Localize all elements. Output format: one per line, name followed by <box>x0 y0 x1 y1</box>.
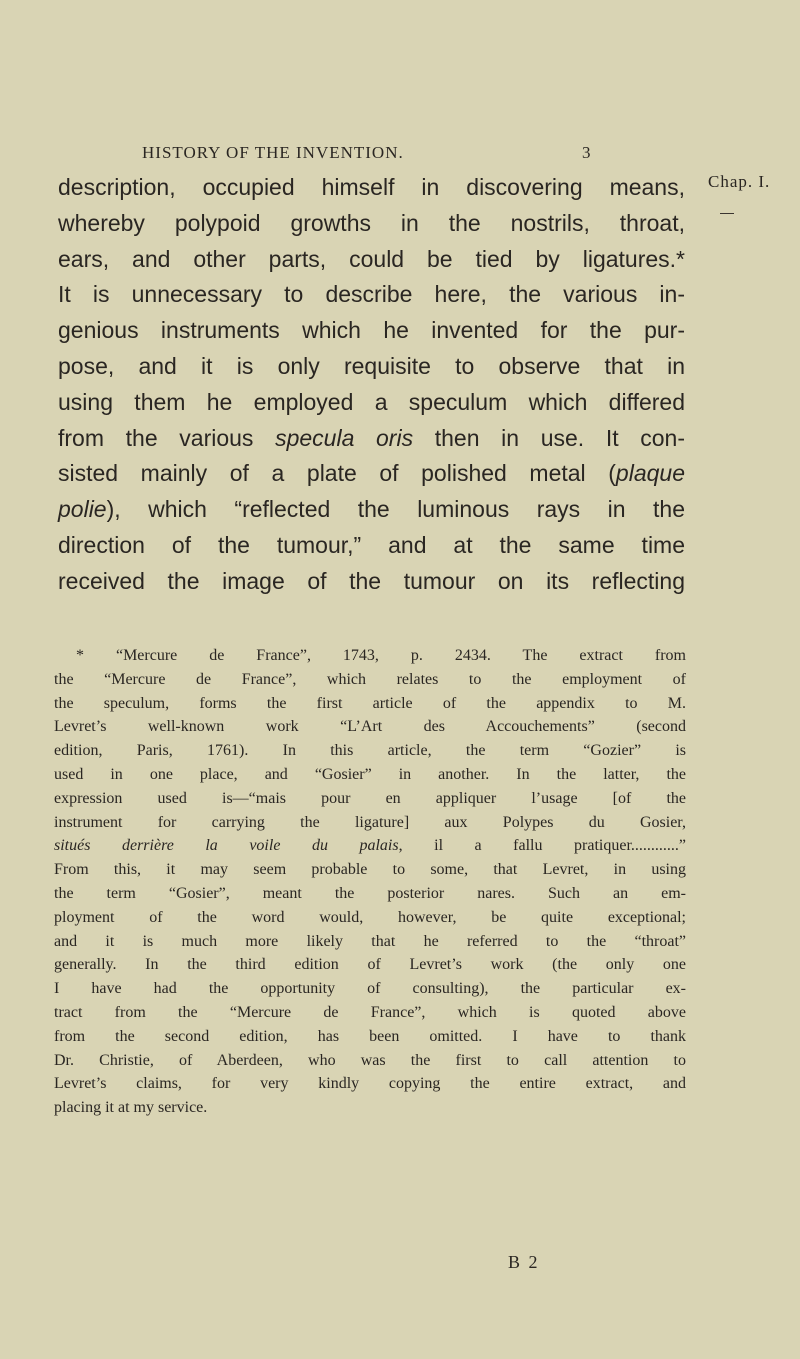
footnote-line: and it is much more likely that he referred to the “throat” <box>54 932 686 950</box>
italic-term: specula oris <box>275 424 414 451</box>
footnote-line: Levret’s well-known work “L’Art des Accouchements” (second <box>54 718 686 736</box>
text-line <box>58 492 685 528</box>
text-line <box>58 456 685 492</box>
footnote <box>54 644 686 1120</box>
text-line: whereby polypoid growths in the nostrils, throat, <box>58 209 685 236</box>
page-number: 3 <box>582 143 592 162</box>
text-fragment: then in use. It con- <box>413 424 685 451</box>
text-line: genious instruments which he invented for the pur- <box>58 317 685 344</box>
footnote-line: the speculum, forms the first article of the appendix to M. <box>54 694 686 712</box>
italic-term: plaque <box>615 460 685 487</box>
running-title: HISTORY OF THE INVENTION. <box>142 143 404 162</box>
main-text <box>58 170 685 600</box>
text-line: direction of the tumour,” and at the same time <box>58 531 685 558</box>
running-header <box>0 143 800 165</box>
text-fragment: , il a fallu pratiquer............” <box>398 837 686 855</box>
text-line: description, occupied himself in discovering means, <box>58 174 685 200</box>
footnote-line: ployment of the word would, however, be quite exceptional; <box>54 908 686 926</box>
chapter-margin-note: Chap. I. <box>708 172 771 191</box>
footnote-line: placing it at my service. <box>54 1099 208 1117</box>
text-fragment: sisted mainly of a plate of polished metal ( <box>58 460 616 487</box>
text-line: received the image of the tumour on its reflecting <box>58 567 685 594</box>
text-fragment: from the various <box>58 424 276 451</box>
footnote-line: Levret’s claims, for very kindly copying the entire extract, and <box>54 1075 686 1093</box>
footnote-line: tract from the “Mercure de France”, which is quoted above <box>54 1003 686 1021</box>
footnote-line: instrument for carrying the ligature] aux Polypes du Gosier, <box>54 813 686 831</box>
footnote-line: Dr. Christie, of Aberdeen, who was the first to call attention to <box>54 1051 686 1069</box>
footnote-line: the “Mercure de France”, which relates to the employment of <box>54 670 686 688</box>
footnote-line: generally. In the third edition of Levret’s work (the only one <box>54 956 686 974</box>
margin-rule <box>720 213 734 214</box>
footnote-line: edition, Paris, 1761). In this article, the term “Gozier” is <box>54 742 686 760</box>
text-line: pose, and it is only requisite to observe that in <box>58 352 685 379</box>
footnote-line: the term “Gosier”, meant the posterior nares. Such an em- <box>54 884 686 902</box>
footnote-line: from the second edition, has been omitted. I have to thank <box>54 1027 686 1045</box>
text-fragment: ), which “reflected the luminous rays in the <box>106 496 685 523</box>
signature-mark: B 2 <box>508 1252 540 1272</box>
italic-quote: situés derrière la voile du palais <box>54 837 399 855</box>
footnote-line <box>54 834 686 858</box>
footnote-line: From this, it may seem probable to some, that Levret, in using <box>54 861 686 879</box>
text-line: using them he employed a speculum which differed <box>58 388 685 415</box>
text-line: ears, and other parts, could be tied by ligatures.* <box>58 245 685 272</box>
text-line <box>58 421 685 457</box>
italic-term: polie <box>58 496 107 523</box>
footnote-line: * “Mercure de France”, 1743, p. 2434. The extract from <box>76 647 686 664</box>
footnote-line: I have had the opportunity of consulting), the particular ex- <box>54 980 686 998</box>
text-line: It is unnecessary to describe here, the various in- <box>58 281 685 308</box>
footnote-line: expression used is—“mais pour en appliquer l’usage [of the <box>54 789 686 807</box>
footnote-line: used in one place, and “Gosier” in another. In the latter, the <box>54 765 686 783</box>
